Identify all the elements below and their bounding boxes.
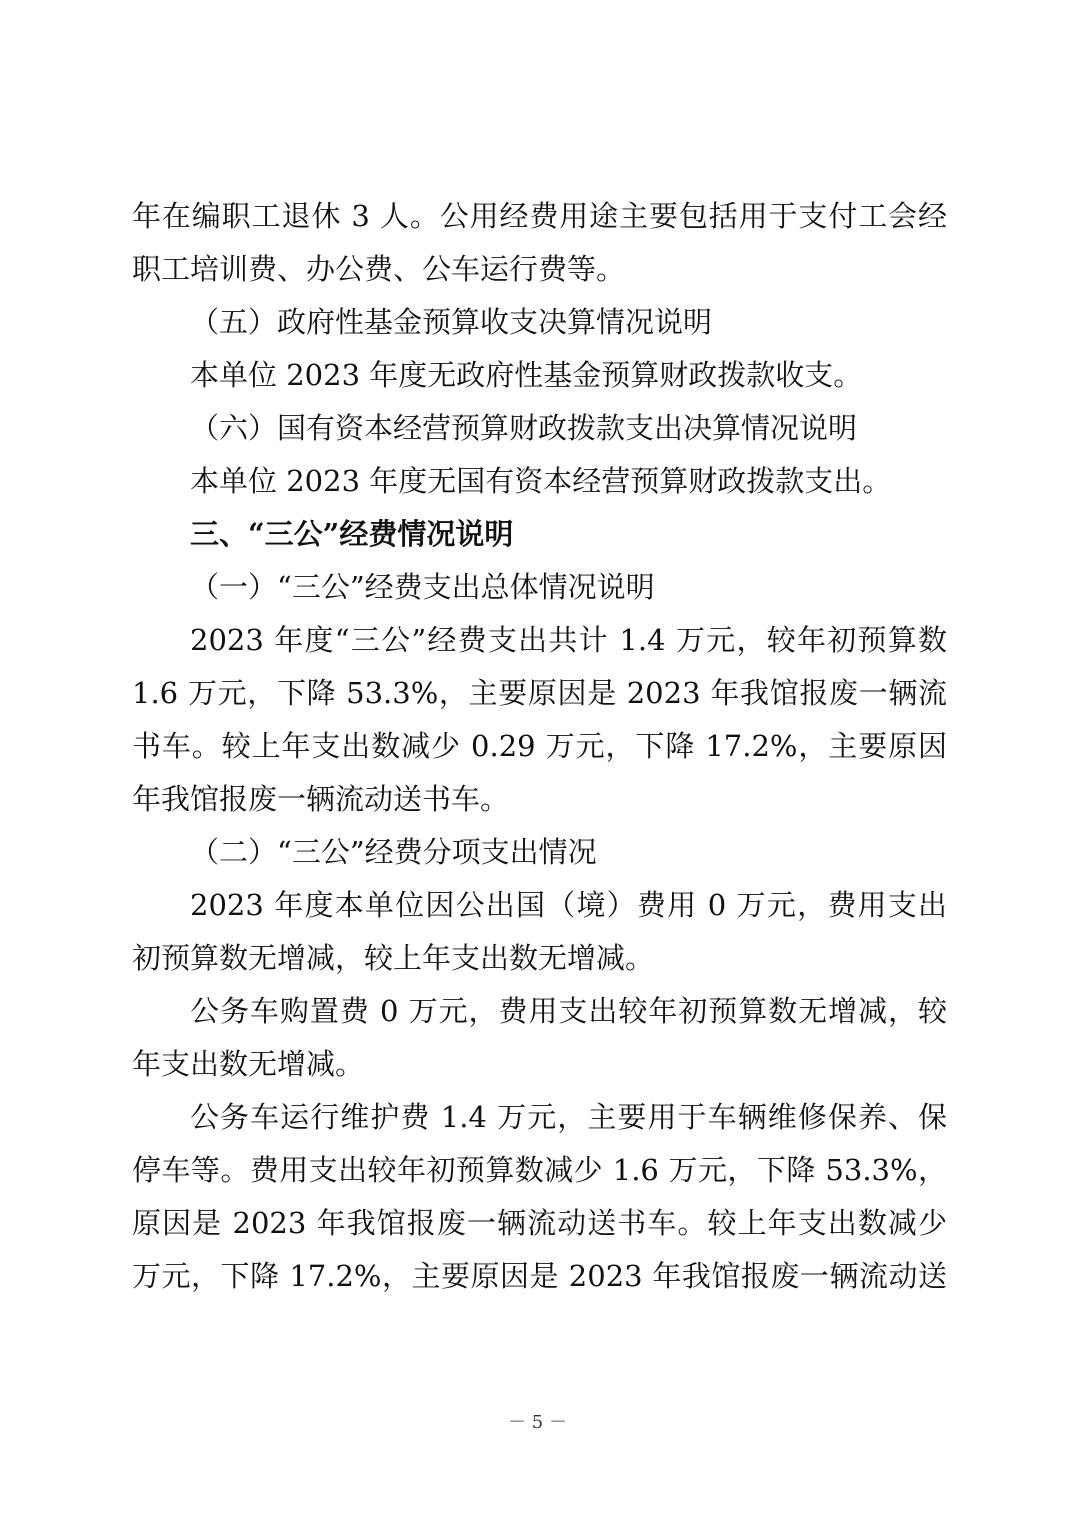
section-heading-1: （一）“三公”经费支出总体情况说明	[190, 570, 655, 604]
section-heading-2: （二）“三公”经费分项支出情况	[190, 835, 597, 869]
body-text-line: 职工培训费、办公费、公车运行费等。	[132, 252, 626, 286]
body-text-line: 停车等。费用支出较年初预算数减少 1.6 万元，下降 53.3%，	[132, 1153, 947, 1187]
body-text-line: 公务车购置费 0 万元，费用支出较年初预算数无增减，较	[190, 994, 947, 1028]
body-text-line: 初预算数无增减，较上年支出数无增减。	[132, 941, 655, 975]
body-text-line: 2023 年度“三公”经费支出共计 1.4 万元，较年初预算数	[190, 623, 947, 657]
section-heading-5: （五）政府性基金预算收支决算情况说明	[190, 305, 713, 339]
body-text-line: 书车。较上年支出数减少 0.29 万元，下降 17.2%，主要原因	[132, 729, 947, 763]
chapter-heading-3: 三、“三公”经费情况说明	[190, 517, 514, 551]
body-text-line: 2023 年度本单位因公出国（境）费用 0 万元，费用支出	[190, 888, 947, 922]
body-text-line: 万元，下降 17.2%，主要原因是 2023 年我馆报废一辆流动送	[132, 1259, 947, 1293]
body-text-line: 本单位 2023 年度无政府性基金预算财政拨款收支。	[190, 358, 863, 392]
body-text-line: 年支出数无增减。	[132, 1047, 365, 1081]
body-text-line: 本单位 2023 年度无国有资本经营预算财政拨款支出。	[190, 464, 892, 498]
section-heading-6: （六）国有资本经营预算财政拨款支出决算情况说明	[190, 411, 858, 445]
page-number: － 5 －	[508, 1412, 567, 1433]
body-text-line: 年我馆报废一辆流动送书车。	[132, 782, 510, 816]
body-text-line: 公务车运行维护费 1.4 万元，主要用于车辆维修保养、保	[190, 1100, 947, 1134]
body-text-line: 1.6 万元，下降 53.3%，主要原因是 2023 年我馆报废一辆流	[132, 676, 947, 710]
body-text-line: 年在编职工退休 3 人。公用经费用途主要包括用于支付工会经	[132, 199, 947, 233]
body-text-line: 原因是 2023 年我馆报废一辆流动送书车。较上年支出数减少	[132, 1206, 947, 1240]
